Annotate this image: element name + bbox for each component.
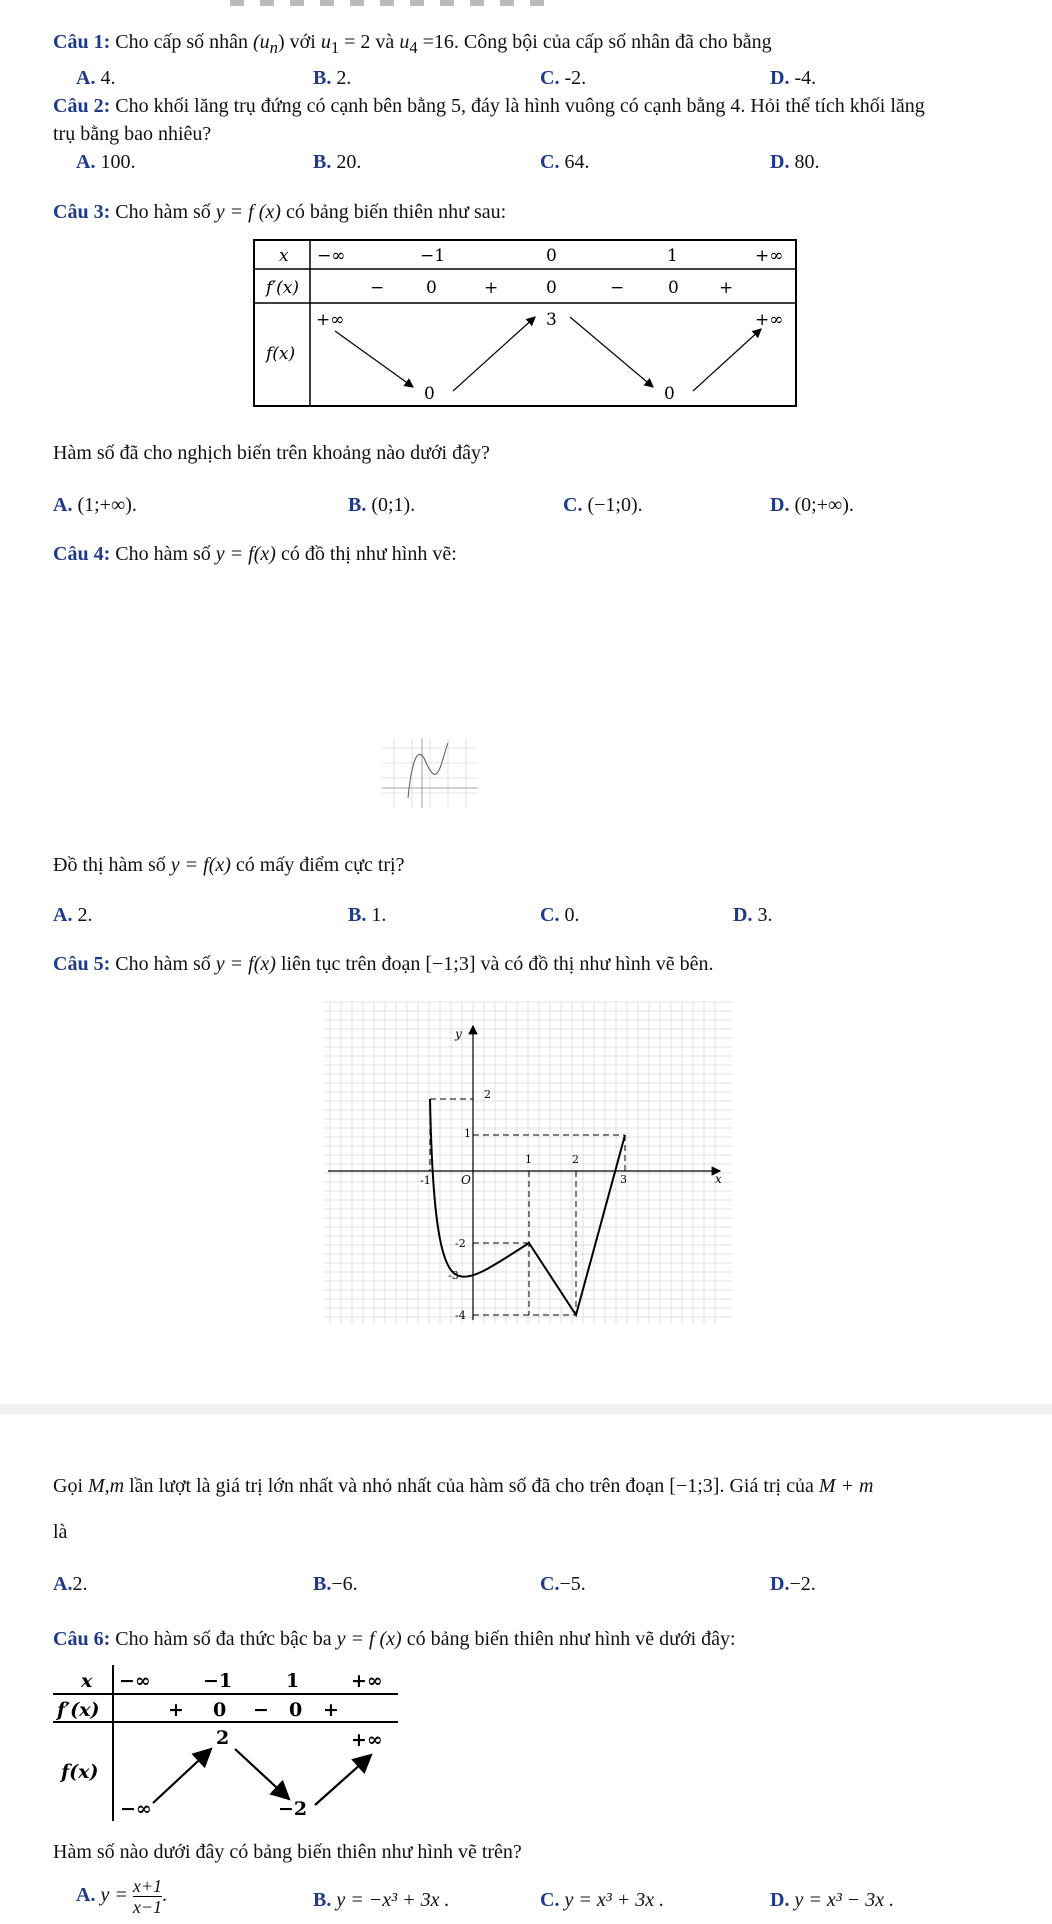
q3-f-val: 3: [546, 310, 557, 330]
q2-stem-line1: Câu 2: Cho khối lăng trụ đứng có cạnh bên bằng 5, đáy là hình vuông có cạnh bằng 4. Hỏi thể tích khối lăng: [53, 95, 925, 117]
q6-fp-sign: 0: [213, 1699, 227, 1721]
q5-tick: 1: [525, 1153, 532, 1166]
q6-x-val: −1: [203, 1670, 233, 1692]
top-separator: [230, 0, 560, 6]
q6-option-c[interactable]: C. y = x³ + 3x .: [540, 1889, 665, 1911]
q3-fp-sign: −: [610, 278, 625, 298]
q3-fp-label: f′(x): [266, 278, 300, 298]
q3-fp-sign: 0: [668, 278, 679, 298]
q4-option-a[interactable]: A. 2.: [53, 904, 93, 926]
q5-x-label: x: [715, 1172, 722, 1186]
q6-arrow-up: [315, 1755, 371, 1805]
q3-x-val: +∞: [755, 246, 784, 266]
q3-question: Hàm số đã cho nghịch biến trên khoảng nào dưới đây?: [53, 442, 490, 464]
q5-option-a[interactable]: A.2.: [53, 1573, 88, 1595]
q2-option-a[interactable]: A. 100.: [76, 151, 136, 173]
q6-option-b[interactable]: B. y = −x³ + 3x .: [313, 1889, 450, 1911]
q3-f-label: f(x): [266, 344, 296, 364]
q5-tick: -1: [420, 1174, 431, 1187]
q6-arrow-down: [235, 1749, 289, 1799]
q1-option-a[interactable]: A. 4.: [76, 67, 116, 89]
q6-x-val: 1: [286, 1670, 300, 1692]
q3-x-val: 1: [667, 246, 678, 266]
q6-fp-label: f′(x): [57, 1699, 100, 1721]
q3-option-d[interactable]: D. (0;+∞).: [770, 494, 854, 516]
q3-option-c[interactable]: C. (−1;0).: [563, 494, 643, 516]
q6-f-val: −2: [278, 1798, 308, 1820]
q4-option-b[interactable]: B. 1.: [348, 904, 387, 926]
q4-graph-thumbnail: [382, 738, 478, 808]
q5-tick: 3: [620, 1173, 627, 1186]
q3-x-val: −1: [420, 246, 446, 266]
q1-option-b[interactable]: B. 2.: [313, 67, 352, 89]
q5-option-c[interactable]: C.−5.: [540, 1573, 586, 1595]
q4-label: Câu 4:: [53, 543, 111, 565]
q4-stem: Câu 4: Cho hàm số y = f(x) có đồ thị như hình vẽ:: [53, 543, 457, 565]
q3-f-val: 0: [424, 384, 435, 404]
q5-curve: [430, 1099, 625, 1315]
page-break: [0, 1404, 1052, 1414]
q3-f-val: 0: [664, 384, 675, 404]
q5-question-cont: là: [53, 1521, 68, 1543]
q1-label: Câu 1:: [53, 31, 111, 53]
q3-arrow-down: [570, 317, 653, 387]
q3-x-val: −∞: [317, 246, 346, 266]
q6-question: Hàm số nào dưới đây có bảng biến thiên như hình vẽ trên?: [53, 1841, 522, 1863]
q3-arrow-up: [453, 317, 535, 391]
q3-fp-sign: +: [719, 278, 734, 298]
q6-fp-sign: +: [168, 1699, 184, 1721]
q6-stem: Câu 6: Cho hàm số đa thức bậc ba y = f (x) có bảng biến thiên như hình vẽ dưới đây:: [53, 1628, 736, 1650]
q5-tick: -3: [448, 1269, 459, 1282]
q5-tick: 1: [464, 1127, 471, 1140]
q3-label: Câu 3:: [53, 201, 111, 223]
q6-label: Câu 6:: [53, 1628, 111, 1650]
q2-option-c[interactable]: C. 64.: [540, 151, 590, 173]
q3-arrow-up: [693, 329, 761, 391]
q2-stem-line2: trụ bằng bao nhiêu?: [53, 123, 212, 145]
q3-variation-table: [253, 239, 797, 407]
q3-fp-sign: −: [370, 278, 385, 298]
q6-x-label: x: [81, 1670, 93, 1692]
q1-option-d[interactable]: D. -4.: [770, 67, 817, 89]
q2-option-b[interactable]: B. 20.: [313, 151, 362, 173]
q5-y-label: y: [455, 1027, 462, 1041]
q2-option-d[interactable]: D. 80.: [770, 151, 820, 173]
q6-fp-sign: −: [253, 1699, 269, 1721]
q5-tick: -2: [455, 1237, 466, 1250]
q5-tick: 2: [484, 1088, 491, 1101]
q6-fp-sign: +: [323, 1699, 339, 1721]
q1-stem: Câu 1: Cho cấp số nhân $(u_n)$ với $u_1 = 2$ và $u_4 =16$. Công bội của cấp số nhân đã cho bằng: [53, 31, 772, 57]
q3-f-val: +∞: [316, 310, 345, 330]
q5-option-b[interactable]: B.−6.: [313, 1573, 358, 1595]
q3-x-label: x: [279, 246, 289, 266]
q1-option-c[interactable]: C. -2.: [540, 67, 587, 89]
q6-option-a[interactable]: A. y = $\frac{x+1}{x-1}$ .: [76, 1876, 167, 1917]
q6-fp-sign: 0: [289, 1699, 303, 1721]
q6-arrow-up: [153, 1749, 211, 1803]
q3-x-val: 0: [546, 246, 557, 266]
q6-f-val: −∞: [120, 1798, 152, 1820]
q6-f-val: 2: [216, 1727, 230, 1749]
q6-f-val: +∞: [351, 1729, 383, 1751]
q4-question: Đồ thị hàm số y = f(x) có mấy điểm cực trị?: [53, 854, 405, 876]
q5-label: Câu 5:: [53, 953, 111, 975]
q3-option-a[interactable]: A. (1;+∞).: [53, 494, 137, 516]
q3-f-val: +∞: [755, 310, 784, 330]
q3-fp-sign: 0: [546, 278, 557, 298]
q2-label: Câu 2:: [53, 95, 111, 117]
q6-x-val: −∞: [119, 1670, 151, 1692]
q5-graph: [320, 998, 736, 1328]
q5-stem: Câu 5: Cho hàm số y = f(x) liên tục trên đoạn [−1;3] và có đồ thị như hình vẽ bên.: [53, 953, 714, 975]
q6-f-label: f(x): [61, 1761, 99, 1783]
q5-question: Gọi M,m lần lượt là giá trị lớn nhất và nhỏ nhất của hàm số đã cho trên đoạn [−1;3]. Giá trị của M + m: [53, 1475, 874, 1497]
q6-option-d[interactable]: D. y = x³ − 3x .: [770, 1889, 895, 1911]
q3-option-b[interactable]: B. (0;1).: [348, 494, 416, 516]
q6-variation-table: [53, 1665, 403, 1825]
q3-arrow-down: [335, 331, 413, 387]
q3-fp-sign: 0: [426, 278, 437, 298]
q4-option-d[interactable]: D. 3.: [733, 904, 773, 926]
q5-tick: 2: [572, 1153, 579, 1166]
q5-tick: -4: [455, 1309, 466, 1322]
q5-option-d[interactable]: D.−2.: [770, 1573, 816, 1595]
q3-fp-sign: +: [484, 278, 499, 298]
q5-origin: O: [461, 1173, 471, 1187]
q6-x-val: +∞: [351, 1670, 383, 1692]
q4-option-c[interactable]: C. 0.: [540, 904, 580, 926]
q3-stem: Câu 3: Cho hàm số y = f (x) có bảng biến thiên như sau:: [53, 201, 507, 223]
